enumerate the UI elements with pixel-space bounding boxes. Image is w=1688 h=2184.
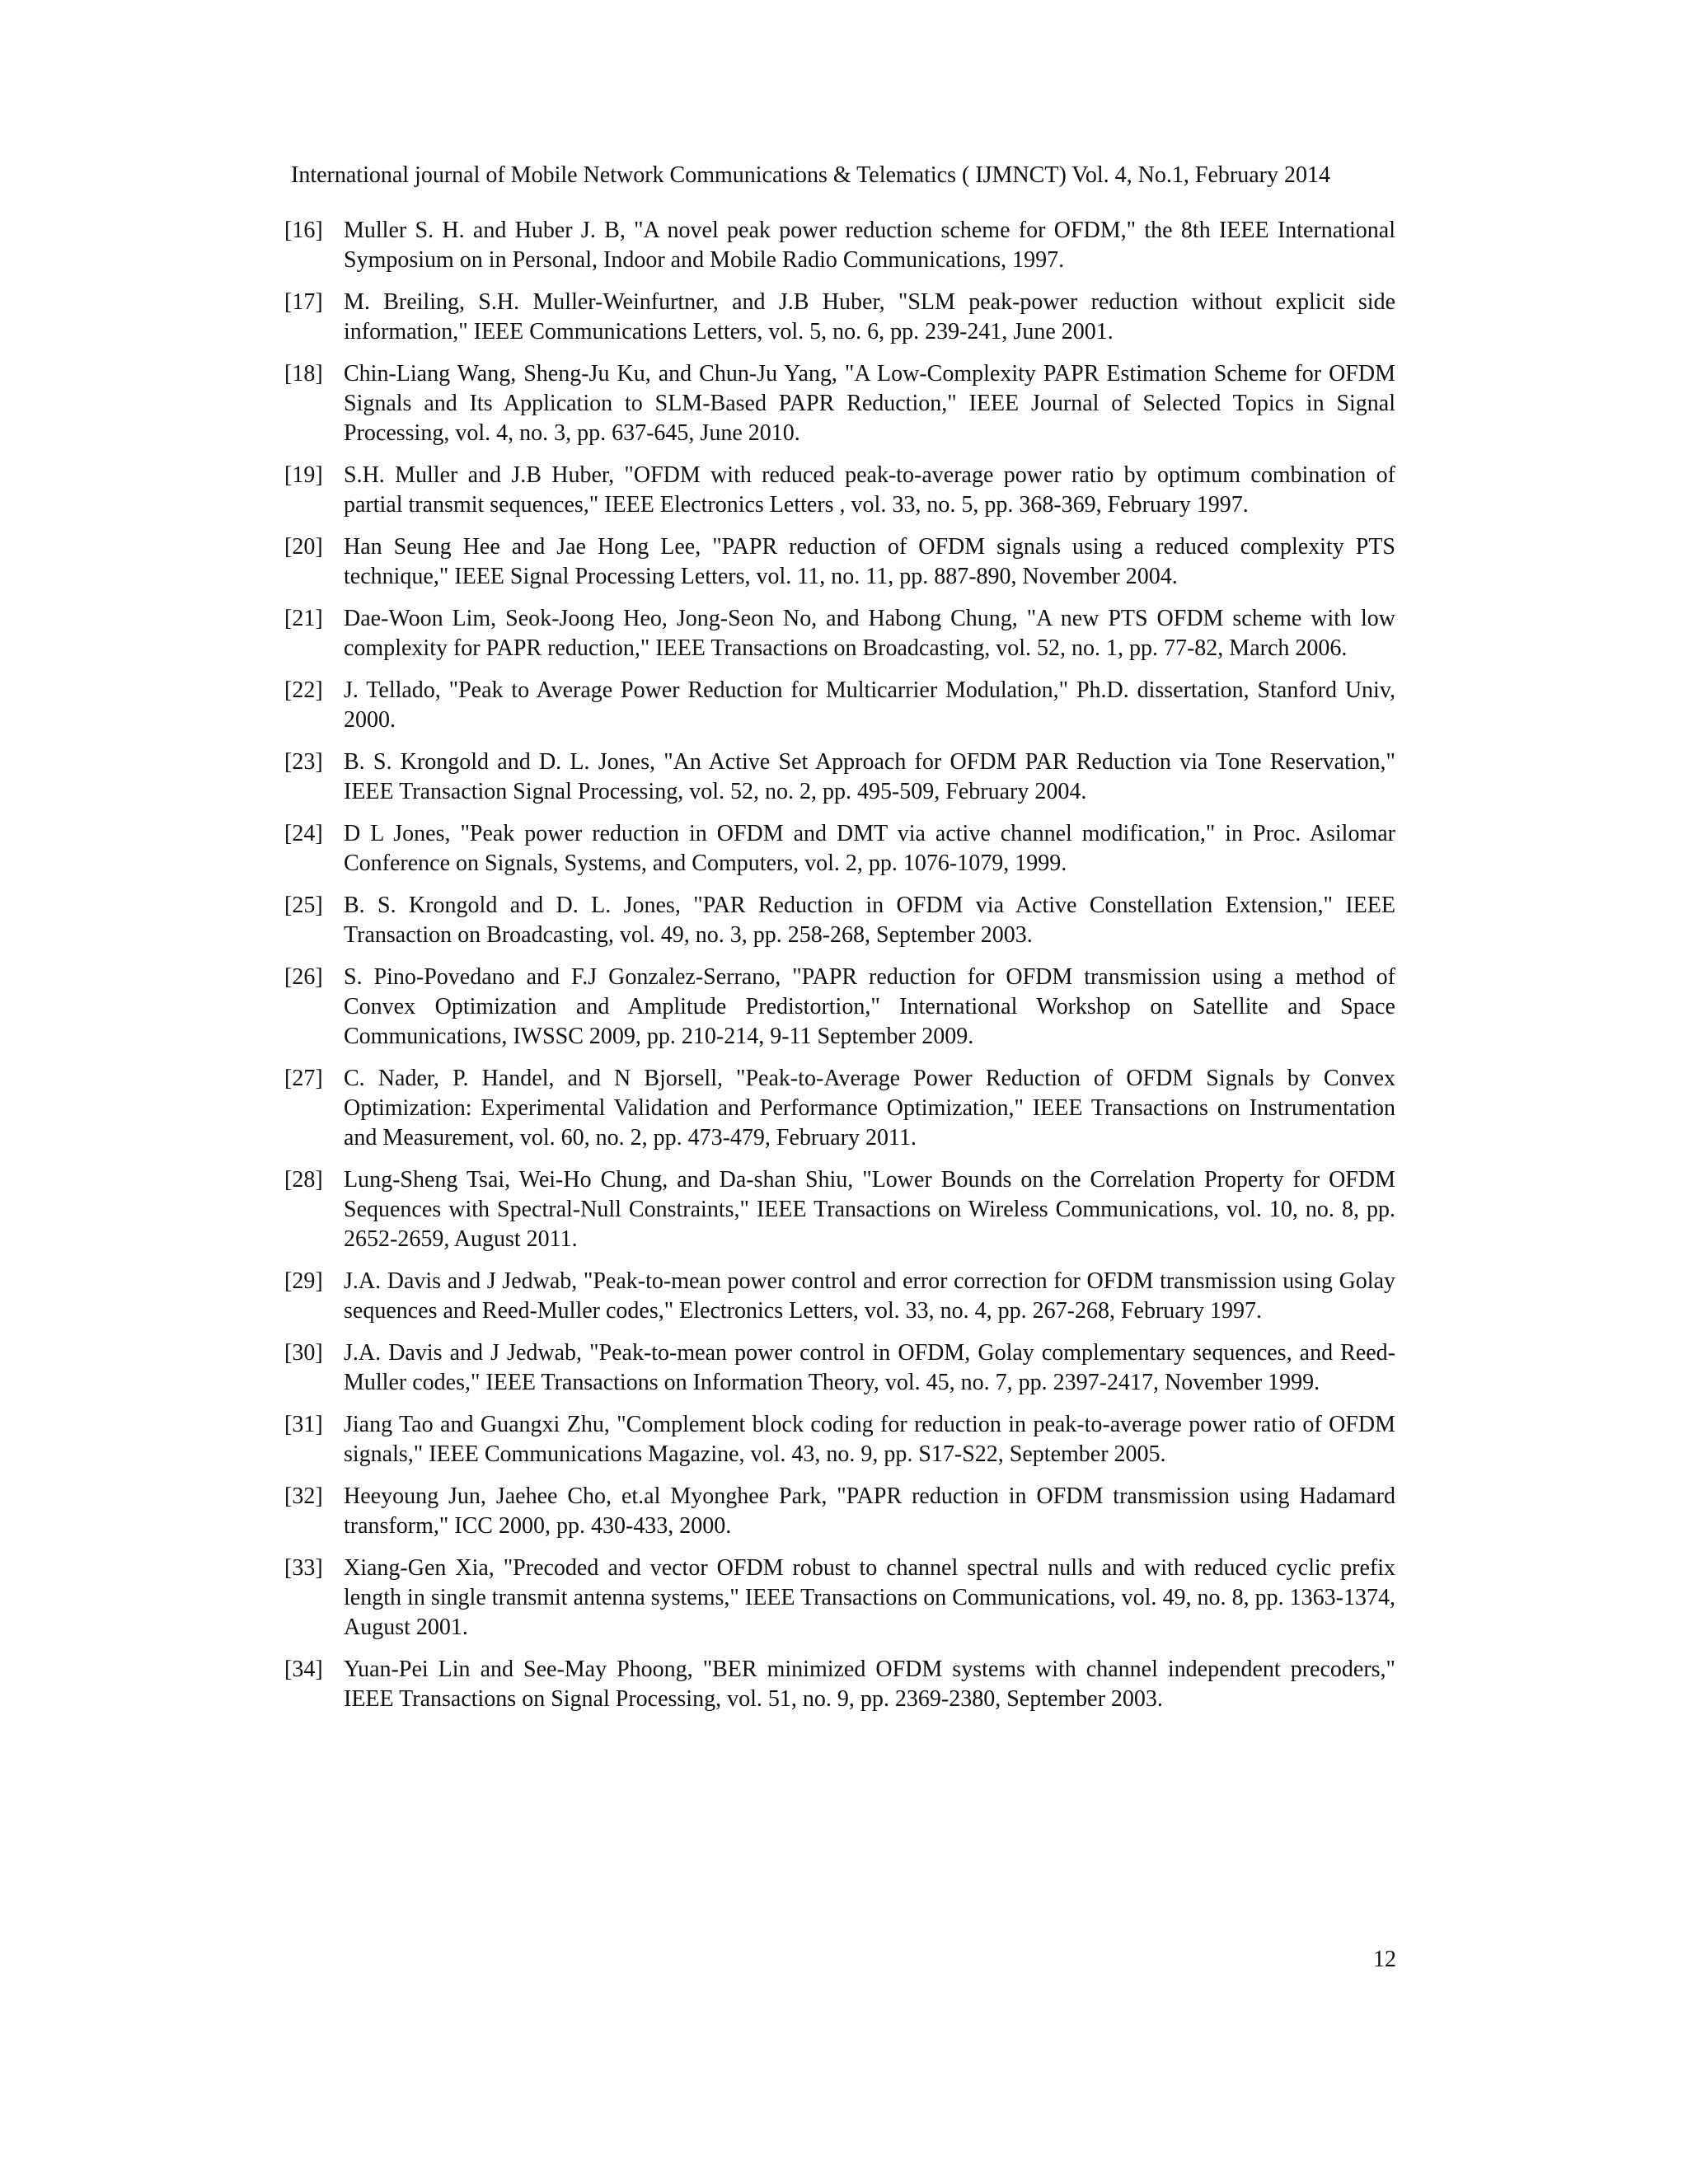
reference-number: [25]	[284, 893, 323, 918]
reference-text: Yuan-Pei Lin and See-May Phoong, "BER minimized OFDM systems with channel independent precoders," IEEE Transactions on Signal Processing, vol. 51, no. 9, pp. 2369-2380, September 2003.	[344, 1657, 1395, 1712]
reference-text: C. Nader, P. Handel, and N Bjorsell, "Peak-to-Average Power Reduction of OFDM Signals by Convex Optimization: Experimental Validation and Performance Optimization," IEEE Transactions on Instrumentation and Measurement, vol. 60, no. 2, pp. 473-479, February 2011.	[344, 1066, 1395, 1151]
reference-number: [33]	[284, 1555, 323, 1581]
reference-item	[284, 604, 1395, 663]
reference-item	[284, 748, 1395, 807]
reference-number: [20]	[284, 534, 323, 560]
reference-item	[284, 1410, 1395, 1469]
reference-text: Jiang Tao and Guangxi Zhu, "Complement block coding for reduction in peak-to-average power ratio of OFDM signals," IEEE Communications Magazine, vol. 43, no. 9, pp. S17-S22, September 2005.	[344, 1412, 1395, 1467]
reference-number: [31]	[284, 1412, 323, 1437]
reference-number: [34]	[284, 1657, 323, 1682]
reference-number: [16]	[284, 218, 323, 243]
reference-number: [23]	[284, 749, 323, 775]
reference-text: D L Jones, "Peak power reduction in OFDM and DMT via active channel modification," in Proc. Asilomar Conference on Signals, Systems, and Computers, vol. 2, pp. 1076-1079, 1999.	[344, 821, 1395, 876]
reference-number: [17]	[284, 289, 323, 315]
running-header: International journal of Mobile Network Communications & Telematics ( IJMNCT) Vol. 4, No.1, February 2014	[291, 162, 1330, 188]
reference-text: B. S. Krongold and D. L. Jones, "An Active Set Approach for OFDM PAR Reduction via Tone Reservation," IEEE Transaction Signal Processing, vol. 52, no. 2, pp. 495-509, February 2004.	[344, 749, 1395, 804]
reference-number: [30]	[284, 1340, 323, 1366]
reference-number: [29]	[284, 1268, 323, 1294]
reference-text: S.H. Muller and J.B Huber, "OFDM with reduced peak-to-average power ratio by optimum combination of partial transmit sequences," IEEE Electronics Letters , vol. 33, no. 5, pp. 368-369, February 1997.	[344, 462, 1395, 518]
reference-text: S. Pino-Povedano and F.J Gonzalez-Serrano, "PAPR reduction for OFDM transmission using a method of Convex Optimization and Amplitude Predistortion," International Workshop on Satellite and Space Communications, IWSSC 2009, pp. 210-214, 9-11 September 2009.	[344, 964, 1395, 1049]
reference-item	[284, 1554, 1395, 1643]
reference-text: B. S. Krongold and D. L. Jones, "PAR Reduction in OFDM via Active Constellation Extension," IEEE Transaction on Broadcasting, vol. 49, no. 3, pp. 258-268, September 2003.	[344, 893, 1395, 948]
reference-item	[284, 1338, 1395, 1398]
reference-item	[284, 1165, 1395, 1254]
reference-item	[284, 461, 1395, 520]
reference-number: [27]	[284, 1066, 323, 1091]
reference-number: [28]	[284, 1167, 323, 1193]
reference-text: Chin-Liang Wang, Sheng-Ju Ku, and Chun-Ju Yang, "A Low-Complexity PAPR Estimation Scheme for OFDM Signals and Its Application to SLM-Based PAPR Reduction," IEEE Journal of Selected Topics in Signal Processing, vol. 4, no. 3, pp. 637-645, June 2010.	[344, 361, 1395, 446]
reference-number: [26]	[284, 964, 323, 990]
reference-item	[284, 676, 1395, 735]
reference-text: Muller S. H. and Huber J. B, "A novel peak power reduction scheme for OFDM," the 8th IEEE International Symposium on in Personal, Indoor and Mobile Radio Communications, 1997.	[344, 218, 1395, 273]
reference-item	[284, 819, 1395, 879]
reference-number: [32]	[284, 1483, 323, 1509]
reference-text: Heeyoung Jun, Jaehee Cho, et.al Myonghee Park, "PAPR reduction in OFDM transmission using Hadamard transform," ICC 2000, pp. 430-433, 2000.	[344, 1483, 1395, 1539]
reference-text: Han Seung Hee and Jae Hong Lee, "PAPR reduction of OFDM signals using a reduced complexity PTS technique," IEEE Signal Processing Letters, vol. 11, no. 11, pp. 887-890, November 2004.	[344, 534, 1395, 589]
reference-item	[284, 216, 1395, 275]
reference-item	[284, 532, 1395, 592]
reference-text: Xiang-Gen Xia, "Precoded and vector OFDM robust to channel spectral nulls and with reduced cyclic prefix length in single transmit antenna systems," IEEE Transactions on Communications, vol. 49, no. 8, pp. 1363-1374, August 2001.	[344, 1555, 1395, 1640]
reference-item	[284, 1267, 1395, 1326]
reference-text: M. Breiling, S.H. Muller-Weinfurtner, and J.B Huber, "SLM peak-power reduction without explicit side information," IEEE Communications Letters, vol. 5, no. 6, pp. 239-241, June 2001.	[344, 289, 1395, 344]
reference-number: [21]	[284, 606, 323, 631]
reference-number: [24]	[284, 821, 323, 846]
reference-text: Dae-Woon Lim, Seok-Joong Heo, Jong-Seon No, and Habong Chung, "A new PTS OFDM scheme with low complexity for PAPR reduction," IEEE Transactions on Broadcasting, vol. 52, no. 1, pp. 77-82, March 2006.	[344, 606, 1395, 661]
reference-number: [22]	[284, 677, 323, 703]
reference-item	[284, 1482, 1395, 1541]
reference-item	[284, 288, 1395, 347]
reference-text: J. Tellado, "Peak to Average Power Reduction for Multicarrier Modulation," Ph.D. dissertation, Stanford Univ, 2000.	[344, 677, 1395, 733]
reference-text: Lung-Sheng Tsai, Wei-Ho Chung, and Da-shan Shiu, "Lower Bounds on the Correlation Property for OFDM Sequences with Spectral-Null Constraints," IEEE Transactions on Wireless Communications, vol. 10, no. 8, pp. 2652-2659, August 2011.	[344, 1167, 1395, 1252]
reference-item	[284, 359, 1395, 448]
reference-item	[284, 963, 1395, 1052]
reference-number: [19]	[284, 462, 323, 488]
reference-list	[284, 216, 1395, 1727]
reference-item	[284, 1655, 1395, 1714]
reference-text: J.A. Davis and J Jedwab, "Peak-to-mean power control and error correction for OFDM transmission using Golay sequences and Reed-Muller codes," Electronics Letters, vol. 33, no. 4, pp. 267-268, February 1997.	[344, 1268, 1395, 1324]
reference-text: J.A. Davis and J Jedwab, "Peak-to-mean power control in OFDM, Golay complementary sequences, and Reed-Muller codes," IEEE Transactions on Information Theory, vol. 45, no. 7, pp. 2397-2417, November 1999.	[344, 1340, 1395, 1395]
reference-number: [18]	[284, 361, 323, 387]
page-number: 12	[1373, 1947, 1396, 1972]
reference-item	[284, 891, 1395, 950]
reference-item	[284, 1064, 1395, 1153]
